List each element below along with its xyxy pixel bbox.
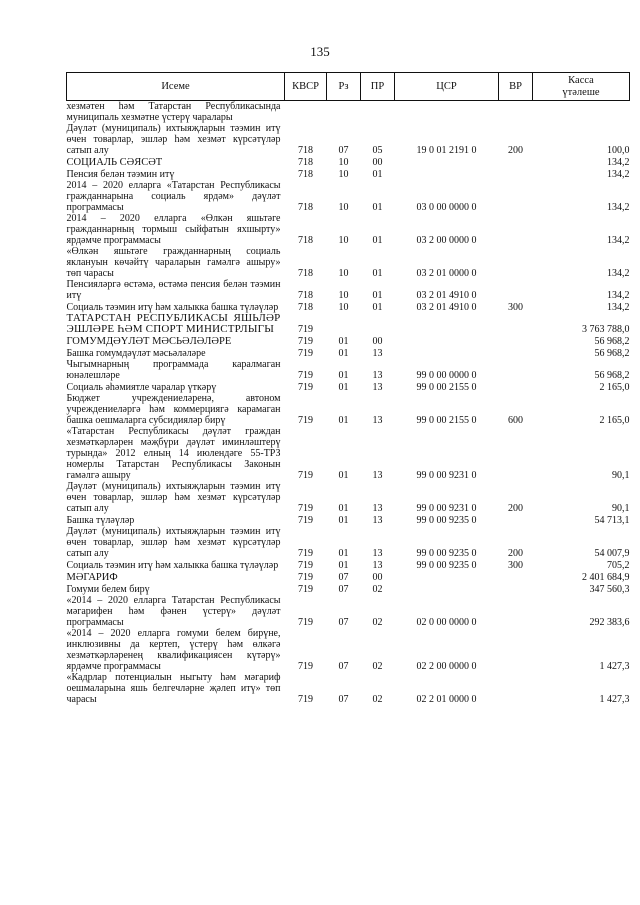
table-row	[67, 246, 630, 279]
cell-vr	[499, 672, 533, 705]
table-row	[67, 359, 630, 381]
table-row	[67, 335, 630, 347]
cell-kvsr: 718	[298, 290, 313, 301]
cell-csr: 03 2 01 4910 0	[416, 290, 477, 301]
cell-csr	[395, 335, 499, 347]
cell-vr	[499, 359, 533, 381]
cell-pr: 01	[372, 235, 383, 246]
table-row	[67, 168, 630, 180]
cell-name: ГОМУМДӘҮЛӘТ МӘСЬӘЛӘЛӘРЕ	[66, 336, 232, 347]
cell-vr	[499, 347, 533, 359]
cell-pr: 13	[372, 415, 383, 426]
cell-name: Чыгымнарның программада каралмаган юнәлешләре	[66, 359, 281, 381]
cell-sum: 134,2	[607, 202, 630, 213]
cell-vr	[499, 168, 533, 180]
header-sum	[533, 73, 630, 101]
cell-vr	[499, 246, 533, 279]
cell-rz: 07	[338, 617, 349, 628]
cell-sum: 134,2	[607, 268, 630, 279]
cell-rz: 10	[338, 169, 349, 180]
cell-name: Гомуми белем бирү	[66, 584, 150, 595]
cell-kvsr: 719	[298, 548, 313, 559]
cell-csr	[395, 347, 499, 359]
cell-csr	[395, 583, 499, 595]
cell-vr	[499, 335, 533, 347]
cell-sum: 705,2	[607, 560, 630, 571]
cell-rz: 10	[338, 302, 349, 313]
cell-pr: 13	[372, 560, 383, 571]
cell-vr	[499, 156, 533, 168]
cell-kvsr: 719	[298, 370, 313, 381]
table-header-row	[67, 73, 630, 101]
cell-csr: 99 0 00 2155 0	[416, 382, 477, 393]
cell-vr: 200	[508, 145, 523, 156]
cell-sum: 134,2	[607, 169, 630, 180]
cell-vr	[499, 514, 533, 526]
table-row	[67, 347, 630, 359]
cell-kvsr: 718	[298, 157, 313, 168]
cell-kvsr: 719	[298, 661, 313, 672]
cell-name: Бюджет учреждениеләренә, автоном учреждениеләргә һәм коммерциягә карамаган башка оешмаларга субсидияләр бирү	[66, 393, 281, 426]
cell-pr: 13	[372, 548, 383, 559]
table-row	[67, 393, 630, 426]
header-pr: ПР	[361, 73, 395, 101]
cell-vr	[499, 180, 533, 213]
cell-csr: 03 2 00 0000 0	[416, 235, 477, 246]
cell-kvsr: 718	[298, 202, 313, 213]
cell-vr: 600	[508, 415, 523, 426]
cell-sum: 100,0	[607, 145, 630, 156]
cell-vr	[499, 381, 533, 393]
cell-name: «2014 – 2020 елларга Татарстан Республикасы мәгарифен һәм фәнен үстерү» дәүләт программасы	[66, 595, 281, 628]
cell-name: хезмәтен һәм Татарстан Республикасында муниципаль хезмәтне үстерү чаралары	[66, 101, 281, 123]
cell-csr: 99 0 00 9235 0	[416, 515, 477, 526]
cell-vr: 300	[508, 560, 523, 571]
cell-name: Дәүләт (муниципаль) ихтыяҗларын тәэмин итү өчен товарлар, эшләр һәм хезмәт күрсәтүләр сатып алу	[66, 123, 281, 156]
cell-pr: 02	[372, 661, 383, 672]
cell-vr	[499, 583, 533, 595]
table-row	[67, 381, 630, 393]
cell-rz: 10	[338, 290, 349, 301]
cell-sum: 1 427,3	[599, 694, 630, 705]
cell-name: СОЦИАЛЬ СӘЯСӘТ	[66, 157, 163, 168]
table-row	[67, 559, 630, 571]
cell-csr: 02 2 00 0000 0	[416, 661, 477, 672]
cell-rz: 01	[338, 382, 349, 393]
table-row	[67, 279, 630, 301]
cell-sum: 347 560,3	[589, 584, 630, 595]
header-sum-line2: үтәлеше	[562, 86, 600, 98]
cell-csr	[395, 101, 499, 124]
cell-pr: 02	[372, 584, 383, 595]
cell-csr: 03 0 00 0000 0	[416, 202, 477, 213]
cell-name: Пенсия белән тәэмин итү	[66, 169, 175, 180]
header-kvsr: КВСР	[285, 73, 327, 101]
cell-kvsr: 719	[298, 560, 313, 571]
cell-pr: 05	[372, 145, 383, 156]
cell-name: «Өлкән яшьтәге гражданнарның социаль яклануын көчәйтү чараларын гамәлгә ашыру» төп чарасы	[66, 246, 281, 279]
cell-vr	[499, 279, 533, 301]
cell-csr	[395, 571, 499, 583]
cell-rz: 07	[338, 584, 349, 595]
cell-pr: 02	[372, 694, 383, 705]
table-row	[67, 426, 630, 481]
cell-rz: 07	[338, 572, 349, 583]
cell-pr: 00	[372, 157, 383, 168]
table-row	[67, 628, 630, 672]
cell-name: Социаль тәэмин итү һәм халыкка башка түләүләр	[66, 560, 279, 571]
cell-csr: 99 0 00 0000 0	[416, 370, 477, 381]
cell-sum: 134,2	[607, 157, 630, 168]
cell-rz: 10	[338, 202, 349, 213]
cell-pr: 13	[372, 515, 383, 526]
cell-sum: 134,2	[607, 302, 630, 313]
cell-pr: 13	[372, 470, 383, 481]
table-row	[67, 583, 630, 595]
cell-kvsr: 719	[298, 584, 313, 595]
cell-kvsr: 718	[298, 235, 313, 246]
cell-kvsr: 719	[298, 617, 313, 628]
cell-name: Пенсияләргә өстәмә, өстәмә пенсия белән тәэмин итү	[66, 279, 281, 301]
cell-kvsr: 719	[298, 415, 313, 426]
cell-csr: 99 0 00 9235 0	[416, 548, 477, 559]
cell-csr	[395, 156, 499, 168]
cell-rz: 01	[338, 548, 349, 559]
cell-sum: 1 427,3	[599, 661, 630, 672]
header-vr: ВР	[499, 73, 533, 101]
cell-rz	[327, 313, 361, 335]
cell-kvsr: 719	[298, 572, 313, 583]
cell-kvsr: 718	[298, 145, 313, 156]
cell-name: Социаль тәэмин итү һәм халыкка башка түләүләр	[66, 302, 279, 313]
cell-rz: 10	[338, 157, 349, 168]
table-row	[67, 514, 630, 526]
cell-vr	[499, 595, 533, 628]
cell-rz	[327, 101, 361, 124]
cell-csr: 19 0 01 2191 0	[416, 145, 477, 156]
cell-pr: 13	[372, 382, 383, 393]
cell-sum: 2 165,0	[599, 382, 630, 393]
cell-kvsr: 719	[298, 470, 313, 481]
cell-vr	[499, 426, 533, 481]
cell-csr: 99 0 00 2155 0	[416, 415, 477, 426]
cell-name: 2014 – 2020 елларга «Өлкән яшьтәге гражданнарның тормыш сыйфатын яхшырту» ярдәмче программасы	[66, 213, 281, 246]
cell-name: Дәүләт (муниципаль) ихтыяҗларын тәэмин итү өчен товарлар, эшләр һәм хезмәт күрсәтүләр сатып алу	[66, 526, 281, 559]
table-row	[67, 672, 630, 705]
cell-name: ТАТАРСТАН РЕСПУБЛИКАСЫ ЯШЬЛӘР ЭШЛӘРЕ ҺӘМ СПОРТ МИНИСТРЛЫГЫ	[66, 312, 281, 335]
cell-kvsr: 718	[298, 169, 313, 180]
header-name: Исеме	[67, 73, 285, 101]
cell-sum: 56 968,2	[594, 348, 630, 359]
table-row	[67, 595, 630, 628]
cell-name: Социаль әһәмиятле чаралар үткәрү	[66, 382, 217, 393]
cell-csr: 03 2 01 4910 0	[416, 302, 477, 313]
cell-rz: 01	[338, 415, 349, 426]
cell-sum: 292 383,6	[589, 617, 630, 628]
table-row	[67, 481, 630, 514]
cell-pr: 01	[372, 169, 383, 180]
table-row	[67, 101, 630, 124]
cell-pr: 01	[372, 302, 383, 313]
cell-vr	[499, 101, 533, 124]
cell-vr	[499, 628, 533, 672]
cell-csr: 99 0 00 9231 0	[416, 470, 477, 481]
table-body	[67, 101, 630, 706]
cell-rz: 01	[338, 348, 349, 359]
header-sum-line1: Касса	[568, 74, 594, 86]
cell-pr: 02	[372, 617, 383, 628]
cell-name: «Кадрлар потенциалын ныгыту һәм мәгариф оешмаларына яшь белгечләрне җәлеп итү» төп чарасы	[66, 672, 281, 705]
cell-csr	[395, 313, 499, 335]
cell-vr: 300	[508, 302, 523, 313]
cell-pr: 00	[372, 336, 383, 347]
table-row	[67, 123, 630, 156]
table-row	[67, 571, 630, 583]
cell-name: Башка гомумдәүләт мәсьәләләре	[66, 348, 206, 359]
cell-kvsr: 719	[298, 503, 313, 514]
cell-kvsr: 718	[298, 302, 313, 313]
cell-csr: 02 2 01 0000 0	[416, 694, 477, 705]
cell-pr: 01	[372, 290, 383, 301]
cell-sum: 3 763 788,0	[582, 324, 630, 335]
header-rz: Рз	[327, 73, 361, 101]
cell-rz: 07	[338, 694, 349, 705]
cell-sum: 56 968,2	[594, 370, 630, 381]
cell-kvsr: 719	[298, 694, 313, 705]
cell-pr: 13	[372, 348, 383, 359]
cell-kvsr: 719	[298, 336, 313, 347]
cell-pr	[361, 101, 395, 124]
page-number: 135	[310, 44, 330, 59]
table-row	[67, 213, 630, 246]
cell-rz: 01	[338, 336, 349, 347]
cell-vr: 200	[508, 548, 523, 559]
cell-csr: 99 0 00 9235 0	[416, 560, 477, 571]
cell-vr	[499, 313, 533, 335]
cell-kvsr: 719	[298, 324, 313, 335]
cell-vr	[499, 571, 533, 583]
cell-kvsr: 719	[298, 348, 313, 359]
cell-pr	[361, 313, 395, 335]
cell-vr	[499, 213, 533, 246]
cell-rz: 01	[338, 370, 349, 381]
cell-name: «2014 – 2020 елларга гомуми белем бирүне, инклюзивны да кертеп, үстерү һәм өлкәгә хезмәткәрләренең квалификациясен күтәрү» ярдәмче программасы	[66, 628, 281, 672]
cell-pr: 01	[372, 268, 383, 279]
cell-csr: 99 0 00 9231 0	[416, 503, 477, 514]
cell-kvsr: 719	[298, 382, 313, 393]
cell-sum: 2 165,0	[599, 415, 630, 426]
cell-sum: 90,1	[612, 503, 630, 514]
budget-table	[66, 72, 630, 705]
cell-kvsr	[285, 101, 327, 124]
cell-name: Дәүләт (муниципаль) ихтыяҗларын тәэмин итү өчен товарлар, эшләр һәм хезмәт күрсәтүләр сатып алу	[66, 481, 281, 514]
cell-rz: 10	[338, 235, 349, 246]
cell-rz: 07	[338, 661, 349, 672]
cell-rz: 01	[338, 470, 349, 481]
cell-rz: 10	[338, 268, 349, 279]
header-csr: ЦСР	[395, 73, 499, 101]
cell-rz: 01	[338, 560, 349, 571]
cell-vr: 200	[508, 503, 523, 514]
cell-name: «Татарстан Республикасы дәүләт граждан хезмәткәрләрен мәҗбүри дәүләт иминләштерү турында» 2012 елның 14 июлендәге 55-ТРЗ номерлы Татарстан Республикасы Законын гамәлгә ашыру	[66, 426, 281, 481]
cell-sum: 56 968,2	[594, 336, 630, 347]
cell-name: МӘГАРИФ	[66, 572, 118, 583]
table-row	[67, 526, 630, 559]
cell-pr: 00	[372, 572, 383, 583]
cell-sum: 54 007,9	[594, 548, 630, 559]
cell-sum: 54 713,1	[594, 515, 630, 526]
table-row	[67, 180, 630, 213]
cell-pr: 13	[372, 503, 383, 514]
table-row	[67, 156, 630, 168]
cell-rz: 07	[338, 145, 349, 156]
cell-name: 2014 – 2020 елларга «Татарстан Республикасы гражданнарына социаль ярдәм» дәүләт программасы	[66, 180, 281, 213]
cell-csr	[395, 168, 499, 180]
cell-rz: 01	[338, 515, 349, 526]
cell-sum: 134,2	[607, 290, 630, 301]
cell-csr: 03 2 01 0000 0	[416, 268, 477, 279]
cell-pr: 13	[372, 370, 383, 381]
table-row	[67, 313, 630, 335]
cell-sum: 90,1	[612, 470, 630, 481]
cell-kvsr: 718	[298, 268, 313, 279]
cell-pr: 01	[372, 202, 383, 213]
cell-sum	[533, 101, 630, 124]
cell-rz: 01	[338, 503, 349, 514]
cell-csr: 02 0 00 0000 0	[416, 617, 477, 628]
cell-sum: 2 401 684,9	[582, 572, 630, 583]
cell-kvsr: 719	[298, 515, 313, 526]
cell-sum: 134,2	[607, 235, 630, 246]
cell-name: Башка түләүләр	[66, 515, 135, 526]
